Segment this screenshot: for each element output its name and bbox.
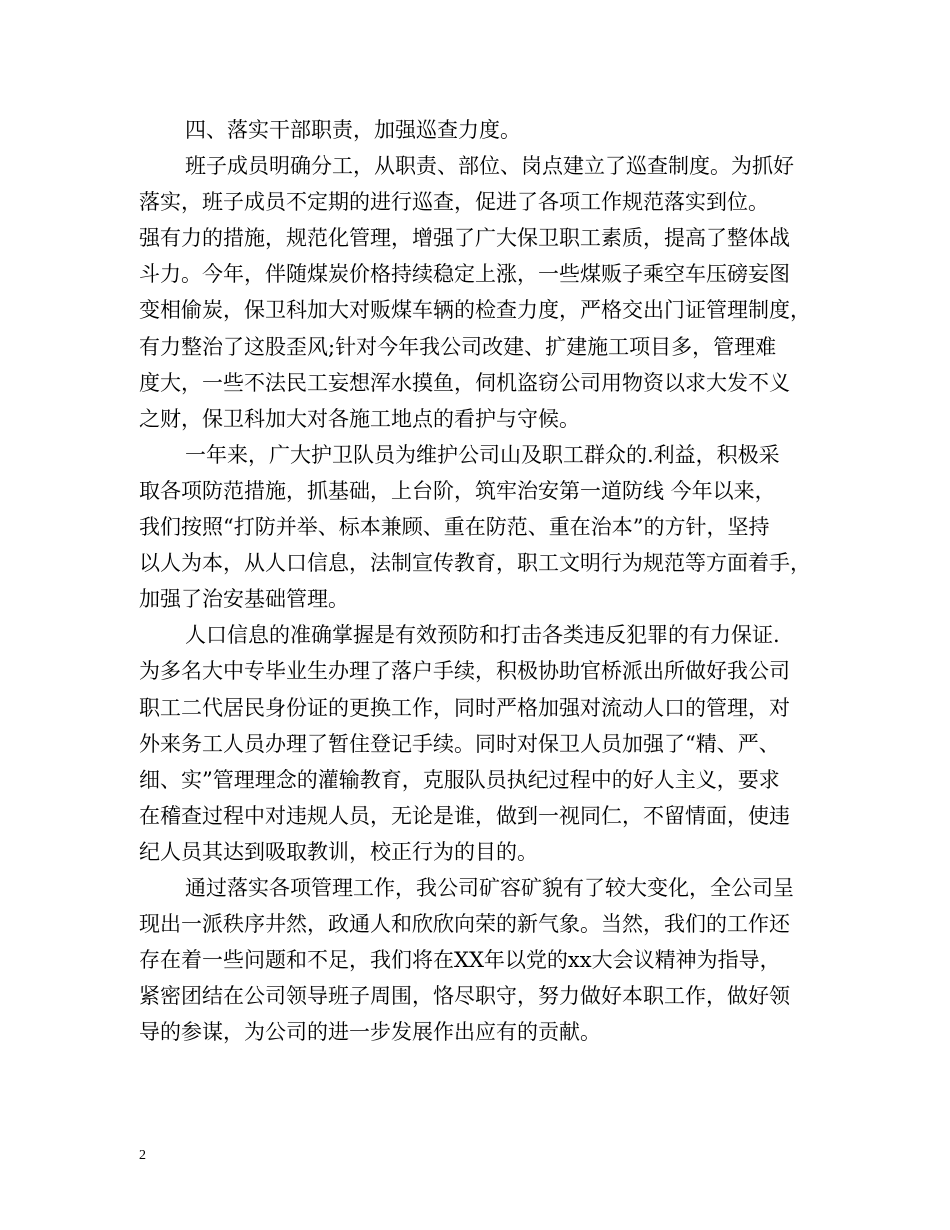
paragraph-line: 班子成员明确分工，从职责、部位、岗点建立了巡查制度。为抓好 (185, 154, 794, 179)
section-heading: 四、落实干部职责，加强巡查力度。 (185, 118, 521, 142)
paragraph-line: 纪人员其达到吸取教训，校正行为的目的。 (139, 839, 538, 864)
paragraph-line: 加强了治安基础管理。 (139, 587, 349, 612)
paragraph-line: 通过落实各项管理工作，我公司矿容矿貌有了较大变化，全公司呈 (185, 875, 794, 900)
document-body (139, 112, 829, 1050)
paragraph-line: 为多名大中专毕业生办理了落户手续，积极协助官桥派出所做好我公司 (139, 659, 790, 684)
page-number: 2 (139, 1148, 146, 1163)
paragraph-line: 紧密团结在公司领导班子周围，恪尽职守，努力做好本职工作，做好领 (139, 984, 790, 1009)
paragraph-line: 有力整治了这股歪风;针对今年我公司改建、扩建施工项目多，管理难 (139, 334, 777, 359)
paragraph-line: 导的参谋，为公司的进一步发展作出应有的贡献。 (139, 1020, 601, 1045)
paragraph-line: 变相偷炭，保卫科加大对贩煤车辆的检查力度，严格交出门证管理制度， (139, 298, 811, 323)
paragraph-line: 度大，一些不法民工妄想浑水摸鱼，伺机盗窃公司用物资以求大发不义 (139, 370, 790, 395)
paragraph-line: 职工二代居民身份证的更换工作，同时严格加强对流动人口的管理，对 (139, 695, 790, 720)
paragraph-line: 现出一派秩序井然，政通人和欣欣向荣的新气象。当然，我们的工作还 (139, 912, 790, 937)
paragraph-line: 一年来，广大护卫队员为维护公司山及职工群众的.利益，积极采 (185, 442, 780, 467)
paragraph-line: 我们按照“打防并举、标本兼顾、重在防范、重在治本”的方针，坚持 (139, 515, 770, 540)
paragraph-line: 斗力。今年，伴随煤炭价格持续稳定上涨，一些煤贩子乘空车压磅妄图 (139, 262, 790, 287)
paragraph-line: 取各项防范措施，抓基础，上台阶，筑牢治安第一道防线 今年以来， (139, 478, 776, 503)
paragraph-line: 存在着一些问题和不足，我们将在XX年以党的xx大会议精神为指导， (139, 948, 781, 973)
paragraph-line: 之财，保卫科加大对各施工地点的看护与守候。 (139, 406, 580, 431)
paragraph-line: 强有力的措施，规范化管理，增强了广大保卫职工素质，提高了整体战 (139, 226, 790, 251)
paragraph-line: 人口信息的准确掌握是有效预防和打击各类违反犯罪的有力保证. (185, 623, 780, 648)
paragraph-line: 在稽查过程中对违规人员，无论是谁，做到一视同仁，不留情面，使违 (139, 803, 790, 828)
paragraph-line: 外来务工人员办理了暂住登记手续。同时对保卫人员加强了“精、严、 (139, 731, 780, 756)
paragraph-line: 落实，班子成员不定期的进行巡查，促进了各项工作规范落实到位。 (139, 190, 769, 215)
paragraph-line: 细、实”管理理念的灌输教育，克服队员执纪过程中的好人主义，要求 (139, 767, 780, 792)
paragraph-line: 以人为本，从人口信息，法制宣传教育，职工文明行为规范等方面着手， (139, 551, 811, 576)
